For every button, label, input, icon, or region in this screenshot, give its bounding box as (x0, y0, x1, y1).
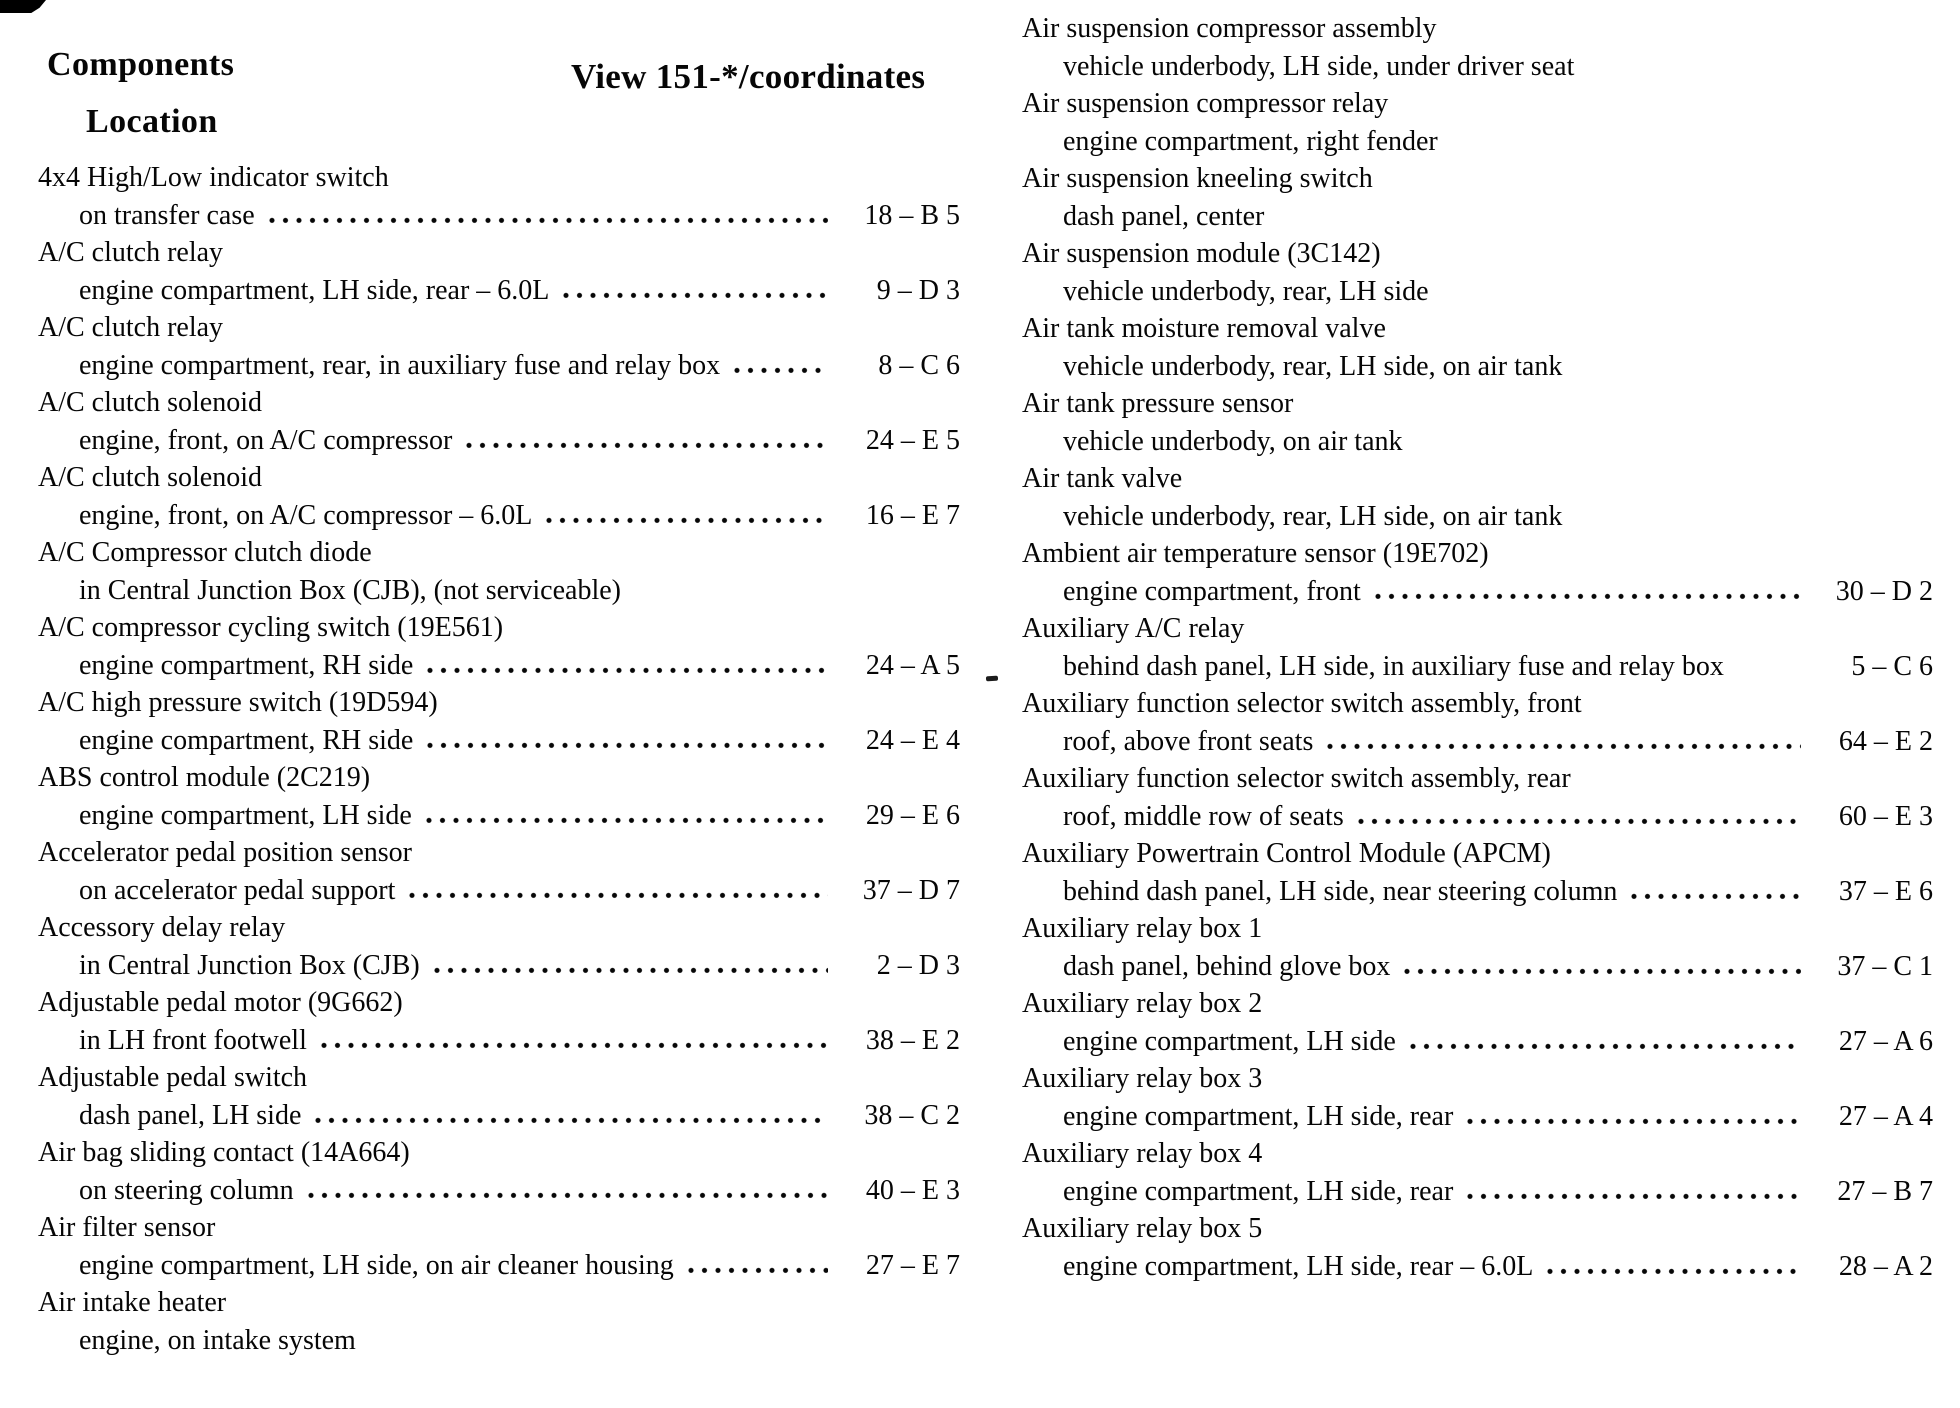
dot-leader (315, 1117, 828, 1124)
component-name: A/C clutch solenoid (38, 387, 262, 418)
component-location: vehicle underbody, rear, LH side, on air tank (1063, 350, 1563, 382)
component-name: Accelerator pedal position sensor (38, 837, 412, 868)
component-name: Auxiliary relay box 5 (1022, 1213, 1263, 1244)
component-entry (1022, 835, 1933, 910)
component-location: in Central Junction Box (CJB), (not serviceable) (79, 574, 621, 606)
component-entry (1022, 685, 1933, 760)
component-entry (38, 1284, 960, 1359)
component-entry (38, 684, 960, 759)
component-location-line (1022, 723, 1933, 761)
dot-leader (321, 1042, 828, 1049)
component-location: behind dash panel, LH side, near steering column (1063, 875, 1618, 907)
component-name: A/C clutch relay (38, 237, 224, 268)
component-location: in LH front footwell (79, 1024, 307, 1056)
component-location: engine compartment, right fender (1063, 125, 1438, 157)
coordinate-ref: 60 – E 3 (1838, 800, 1933, 832)
component-entry (38, 909, 960, 984)
component-name: Auxiliary function selector switch assembly, front (1022, 688, 1582, 719)
component-location: engine, front, on A/C compressor (79, 424, 453, 456)
component-entry (38, 459, 960, 534)
component-entry (38, 309, 960, 384)
dot-leader (734, 367, 828, 374)
component-name: Air suspension module (3C142) (1022, 238, 1381, 269)
component-location: engine compartment, LH side, on air cleaner housing (79, 1249, 674, 1281)
component-location: engine, on intake system (79, 1324, 356, 1356)
coordinate-ref: 27 – E 7 (865, 1249, 960, 1281)
component-location-line (1022, 123, 1933, 161)
component-entry (1022, 985, 1933, 1060)
component-name: Air bag sliding contact (14A664) (38, 1137, 410, 1168)
dot-leader (1467, 1193, 1801, 1200)
coordinate-ref: 27 – B 7 (1837, 1175, 1933, 1207)
component-location: engine compartment, LH side, rear – 6.0L (1063, 1250, 1534, 1282)
component-name: Air intake heater (38, 1287, 227, 1318)
component-location-line (38, 1172, 960, 1210)
component-location: engine compartment, LH side (79, 799, 412, 831)
dot-leader (427, 742, 828, 749)
component-name: A/C high pressure switch (19D594) (38, 687, 438, 718)
dot-leader (1467, 1118, 1801, 1125)
component-location-line (1022, 198, 1933, 236)
component-entry (38, 234, 960, 309)
dot-leader (1738, 668, 1801, 675)
scan-artifact-speck (986, 676, 998, 682)
component-name: A/C compressor cycling switch (19E561) (38, 612, 504, 643)
dot-leader (1631, 893, 1801, 900)
dot-leader (426, 817, 828, 824)
dot-leader (409, 892, 828, 899)
component-location-line (1022, 798, 1933, 836)
component-name: Auxiliary relay box 4 (1022, 1138, 1263, 1169)
component-name: Air suspension compressor assembly (1022, 13, 1437, 44)
view-coordinates-heading: View 151-*/coordinates (571, 57, 926, 96)
component-name: Auxiliary relay box 2 (1022, 988, 1263, 1019)
coordinate-ref: 38 – E 2 (865, 1024, 960, 1056)
component-location-line (38, 1322, 960, 1360)
component-name: Air suspension compressor relay (1022, 88, 1389, 119)
component-name: A/C Compressor clutch diode (38, 537, 372, 568)
component-entry (1022, 85, 1933, 160)
coordinate-ref: 18 – B 5 (864, 199, 960, 231)
component-entry (1022, 910, 1933, 985)
left-column-entry-list (38, 159, 960, 1359)
coordinate-ref: 5 – C 6 (1851, 650, 1933, 682)
component-entry (1022, 1210, 1933, 1285)
coordinate-ref: 27 – A 6 (1838, 1025, 1933, 1057)
component-location-line (38, 872, 960, 910)
component-location: on accelerator pedal support (79, 874, 396, 906)
dot-leader (1375, 593, 1801, 600)
component-name: Auxiliary relay box 1 (1022, 913, 1263, 944)
component-location-line (1022, 273, 1933, 311)
component-entry (38, 609, 960, 684)
component-location-line (38, 797, 960, 835)
component-name: Air tank valve (1022, 463, 1183, 494)
component-location: vehicle underbody, on air tank (1063, 425, 1403, 457)
component-entry (1022, 235, 1933, 310)
component-name: Air tank pressure sensor (1022, 388, 1294, 419)
dot-leader (563, 292, 828, 299)
component-location-line (1022, 573, 1933, 611)
component-name: Ambient air temperature sensor (19E702) (1022, 538, 1489, 569)
dot-leader (688, 1267, 828, 1274)
component-name: A/C clutch solenoid (38, 462, 262, 493)
component-name: Air filter sensor (38, 1212, 216, 1243)
component-location-line (1022, 1248, 1933, 1286)
component-location: engine compartment, RH side (79, 724, 414, 756)
component-entry (1022, 460, 1933, 535)
coordinate-ref: 30 – D 2 (1835, 575, 1933, 607)
coordinate-ref: 29 – E 6 (865, 799, 960, 831)
component-location: vehicle underbody, rear, LH side, on air tank (1063, 500, 1563, 532)
component-entry (38, 534, 960, 609)
component-location-line (1022, 498, 1933, 536)
coordinate-ref: 37 – E 6 (1838, 875, 1933, 907)
component-entry (38, 1059, 960, 1134)
component-location-line (1022, 423, 1933, 461)
component-location: engine compartment, front (1063, 575, 1361, 607)
component-entry (1022, 310, 1933, 385)
component-location-line (38, 947, 960, 985)
component-entry (1022, 385, 1933, 460)
component-name: Auxiliary function selector switch assembly, rear (1022, 763, 1571, 794)
component-location: dash panel, LH side (79, 1099, 302, 1131)
component-location-line (38, 1022, 960, 1060)
component-location-line (1022, 1173, 1933, 1211)
component-name: Adjustable pedal motor (9G662) (38, 987, 403, 1018)
dot-leader (1547, 1268, 1801, 1275)
dot-leader (308, 1192, 828, 1199)
component-location: vehicle underbody, rear, LH side (1063, 275, 1429, 307)
component-location-line (38, 572, 960, 610)
coordinate-ref: 37 – D 7 (862, 874, 960, 906)
component-entry (38, 834, 960, 909)
component-entry (38, 759, 960, 834)
right-column-entry-list (1022, 10, 1933, 1285)
coordinate-ref: 37 – C 1 (1837, 950, 1933, 982)
component-location: engine compartment, LH side (1063, 1025, 1396, 1057)
coordinate-ref: 27 – A 4 (1838, 1100, 1933, 1132)
component-location-line (1022, 873, 1933, 911)
component-location: vehicle underbody, LH side, under driver seat (1063, 50, 1575, 82)
component-location-line (38, 647, 960, 685)
coordinate-ref: 24 – A 5 (865, 649, 960, 681)
dot-leader (269, 217, 828, 224)
component-entry (1022, 760, 1933, 835)
component-location: roof, middle row of seats (1063, 800, 1344, 832)
coordinate-ref: 40 – E 3 (865, 1174, 960, 1206)
dot-leader (434, 967, 828, 974)
component-location-line (1022, 648, 1933, 686)
component-location-line (38, 347, 960, 385)
component-location-line (38, 422, 960, 460)
scan-artifact-corner (0, 0, 46, 13)
coordinate-ref: 28 – A 2 (1838, 1250, 1933, 1282)
component-name: A/C clutch relay (38, 312, 224, 343)
component-location-line (1022, 48, 1933, 86)
component-location: engine compartment, RH side (79, 649, 414, 681)
component-location: engine, front, on A/C compressor – 6.0L (79, 499, 533, 531)
coordinate-ref: 24 – E 5 (865, 424, 960, 456)
dot-leader (546, 517, 828, 524)
component-name: Air tank moisture removal valve (1022, 313, 1386, 344)
component-entry (38, 1134, 960, 1209)
component-location: in Central Junction Box (CJB) (79, 949, 420, 981)
dot-leader (466, 442, 828, 449)
component-location: on transfer case (79, 199, 255, 231)
dot-leader (427, 667, 828, 674)
component-entry (1022, 1135, 1933, 1210)
component-location: engine compartment, rear, in auxiliary fuse and relay box (79, 349, 721, 381)
component-location-line (38, 1247, 960, 1285)
dot-leader (1404, 968, 1801, 975)
component-entry (38, 384, 960, 459)
dot-leader (1327, 743, 1801, 750)
component-location: on steering column (79, 1174, 294, 1206)
component-entry (1022, 1060, 1933, 1135)
component-location: roof, above front seats (1063, 725, 1314, 757)
component-entry (1022, 10, 1933, 85)
component-location-line (38, 497, 960, 535)
dot-leader (1358, 818, 1801, 825)
component-entry (38, 1209, 960, 1284)
location-heading: Location (86, 103, 218, 140)
component-location: dash panel, center (1063, 200, 1265, 232)
component-name: 4x4 High/Low indicator switch (38, 162, 389, 193)
coordinate-ref: 8 – C 6 (878, 349, 960, 381)
component-entry (38, 159, 960, 234)
component-location-line (1022, 948, 1933, 986)
component-location: engine compartment, LH side, rear (1063, 1100, 1454, 1132)
coordinate-ref: 64 – E 2 (1838, 725, 1933, 757)
coordinate-ref: 24 – E 4 (865, 724, 960, 756)
coordinate-ref: 2 – D 3 (876, 949, 960, 981)
component-location: engine compartment, LH side, rear – 6.0L (79, 274, 550, 306)
component-name: ABS control module (2C219) (38, 762, 371, 793)
component-location: engine compartment, LH side, rear (1063, 1175, 1454, 1207)
component-entry (38, 984, 960, 1059)
component-name: Adjustable pedal switch (38, 1062, 308, 1093)
component-name: Auxiliary relay box 3 (1022, 1063, 1263, 1094)
component-location-line (38, 722, 960, 760)
component-name: Accessory delay relay (38, 912, 286, 943)
component-entry (1022, 160, 1933, 235)
component-name: Air suspension kneeling switch (1022, 163, 1373, 194)
component-name: Auxiliary A/C relay (1022, 613, 1245, 644)
component-location-line (38, 1097, 960, 1135)
coordinate-ref: 38 – C 2 (864, 1099, 960, 1131)
coordinate-ref: 16 – E 7 (865, 499, 960, 531)
components-heading: Components (47, 46, 235, 83)
component-entry (1022, 610, 1933, 685)
component-entry (1022, 535, 1933, 610)
component-name: Auxiliary Powertrain Control Module (APCM) (1022, 838, 1551, 869)
component-location: behind dash panel, LH side, in auxiliary fuse and relay box (1063, 650, 1724, 682)
component-location: dash panel, behind glove box (1063, 950, 1391, 982)
component-location-line (1022, 1098, 1933, 1136)
component-location-line (1022, 348, 1933, 386)
component-location-line (38, 197, 960, 235)
component-location-line (38, 272, 960, 310)
component-location-line (1022, 1023, 1933, 1061)
dot-leader (1410, 1043, 1801, 1050)
coordinate-ref: 9 – D 3 (876, 274, 960, 306)
